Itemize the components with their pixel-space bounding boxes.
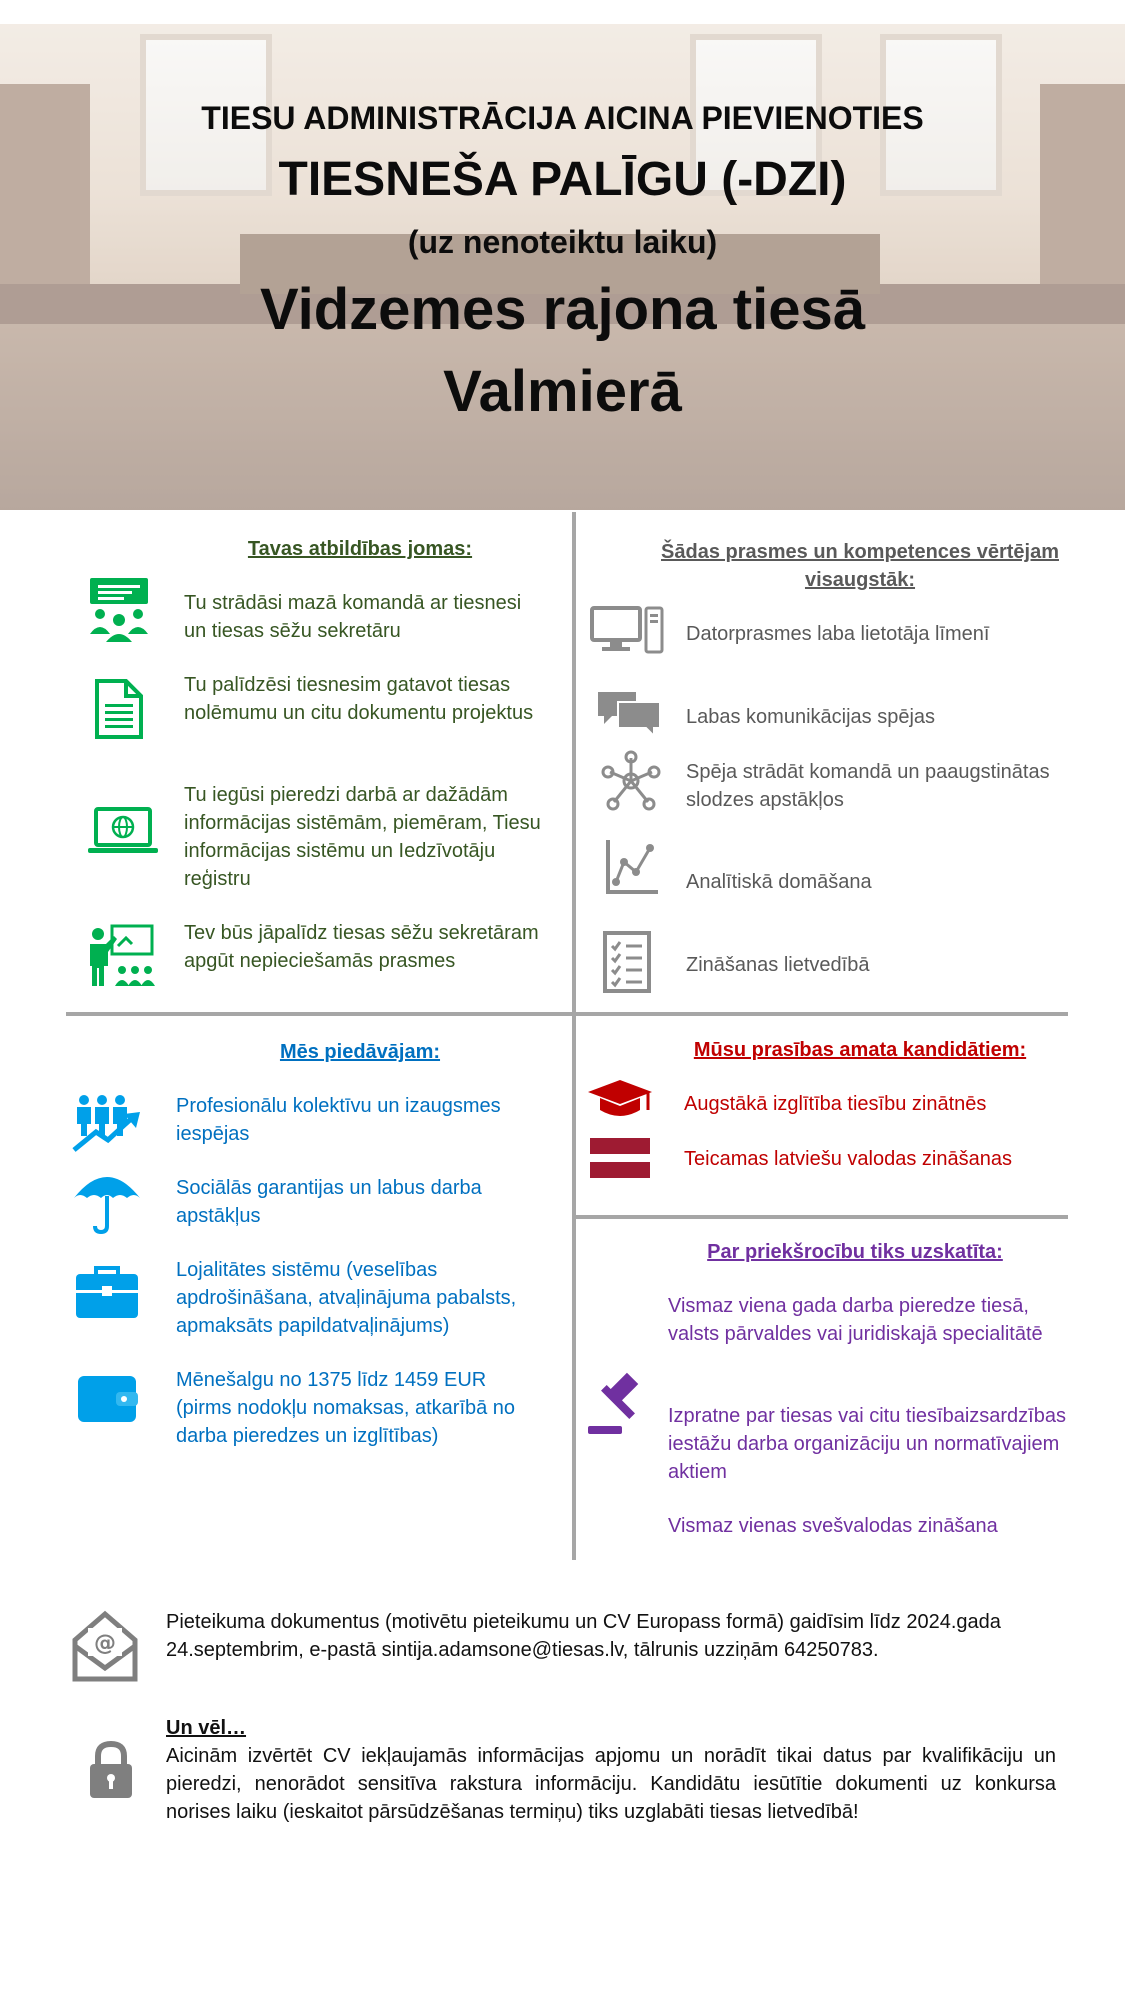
requirement-item-2: Teicamas latviešu valodas zināšanas [684,1148,1012,1170]
umbrella-icon [72,1166,142,1236]
advantage-title: Par priekšrocību tiks uzskatīta: [707,1241,1003,1263]
team-meeting-icon [86,576,152,642]
gavel-icon [584,1368,654,1438]
application-text: Pieteikuma dokumentus (motivētu pieteikumu un CV Europass formā) gaidīsim līdz 2024.gada 24.septembrim, e-pastā sintija.adamsone@tiesas.lv, tālrunis uzziņām 64250783. [166,1611,1001,1661]
advantage-item-1: Vismaz viena gada darba pieredze tiesā, valsts pārvaldes vai juridiskajā specialitātē [668,1295,1043,1345]
offer-item-2: Sociālās garantijas un labus darba apstākļus [176,1177,482,1227]
responsibility-item-2: Tu palīdzēsi tiesnesim gatavot tiesas nolēmumu un citu dokumentu projektus [184,674,534,724]
responsibility-item-1: Tu strādāsi mazā komandā ar tiesnesi un tiesas sēžu sekretāru [184,592,522,642]
chat-bubbles-icon [596,690,662,738]
hero-job-title: TIESNEŠA PALĪGU (-DZI) [278,153,847,206]
svg-text:@: @ [94,1631,116,1656]
requirements-title: Mūsu prasības amata kandidātiem: [693,1039,1027,1061]
hero-banner [0,24,1125,510]
hero-court-name: Vidzemes rajona tiesā [259,277,865,342]
document-icon [94,678,144,740]
teacher-icon [84,922,156,988]
network-icon [600,750,662,812]
skills-title: Šādas prasmes un kompetences vērtējam visaugstāk: [661,541,1059,591]
hero-overlay [0,24,1125,510]
line-chart-icon [604,838,660,896]
hero-city: Valmierā [443,359,682,424]
offer-title: Mēs piedāvājam: [279,1041,441,1063]
graduation-cap-icon [586,1078,654,1120]
skill-item-1: Datorprasmes laba lietotāja līmenī [686,623,990,645]
responsibilities-title: Tavas atbildības jomas: [247,538,473,560]
vertical-divider [572,512,576,1560]
latvian-flag-icon [590,1138,650,1180]
hero-line-1: TIESU ADMINISTRĀCIJA AICINA PIEVIENOTIES [201,100,924,136]
advantage-item-2: Izpratne par tiesas vai citu tiesībaizsardzības iestāžu darba organizāciju un normatīvajiem aktiem [668,1405,1066,1483]
hero-contract-type: (uz nenoteiktu laiku) [407,224,718,260]
skill-item-4: Analītiskā domāšana [686,871,872,893]
email-envelope-icon [72,1610,138,1682]
more-title: Un vēl… [166,1717,247,1739]
advantage-item-3: Vismaz vienas svešvalodas zināšana [668,1515,998,1537]
wallet-icon [76,1372,138,1424]
offer-item-3: Lojalitātes sistēmu (veselības apdrošināšana, atvaļinājuma pabalsts, apmaksāts papildatvaļinājums) [176,1259,517,1337]
responsibility-item-4: Tev būs jāpalīdz tiesas sēžu sekretāram apgūt nepieciešamās prasmes [184,922,539,972]
offer-item-4: Mēnešalgu no 1375 līdz 1459 EUR (pirms nodokļu nomaksas, atkarībā no darba pieredzes un izglītības) [176,1369,516,1447]
horizontal-divider-middle [66,1012,1068,1016]
growth-people-icon [72,1094,142,1154]
checklist-icon [602,930,652,994]
more-text: Aicinām izvērtēt CV iekļaujamās informācijas apjomu un norādīt tikai datus par kvalifikāciju un pieredzi, nenorādot sensitīva rakstura informāciju. Kandidātu iesūtītie dokumenti uz konkursa norises laiku (ieskaitot pārsūdzēšanas termiņu) tiks uzglabāti tiesas lietvedībā! [166,1745,1056,1823]
laptop-globe-icon [86,806,160,856]
padlock-icon [88,1740,134,1800]
skill-item-5: Zināšanas lietvedībā [686,954,870,976]
requirement-item-1: Augstākā izglītība tiesību zinātnēs [684,1093,987,1115]
computer-icon [590,606,664,654]
horizontal-divider-right [576,1215,1068,1219]
skill-item-2: Labas komunikācijas spējas [686,706,936,728]
offer-item-1: Profesionālu kolektīvu un izaugsmes iespējas [176,1095,501,1145]
briefcase-icon [74,1264,140,1320]
skill-item-3: Spēja strādāt komandā un paaugstinātas slodzes apstākļos [686,761,1050,811]
responsibility-item-3: Tu iegūsi pieredzi darbā ar dažādām informācijas sistēmām, piemēram, Tiesu informācijas sistēmu un Iedzīvotāju reģistru [184,784,541,890]
